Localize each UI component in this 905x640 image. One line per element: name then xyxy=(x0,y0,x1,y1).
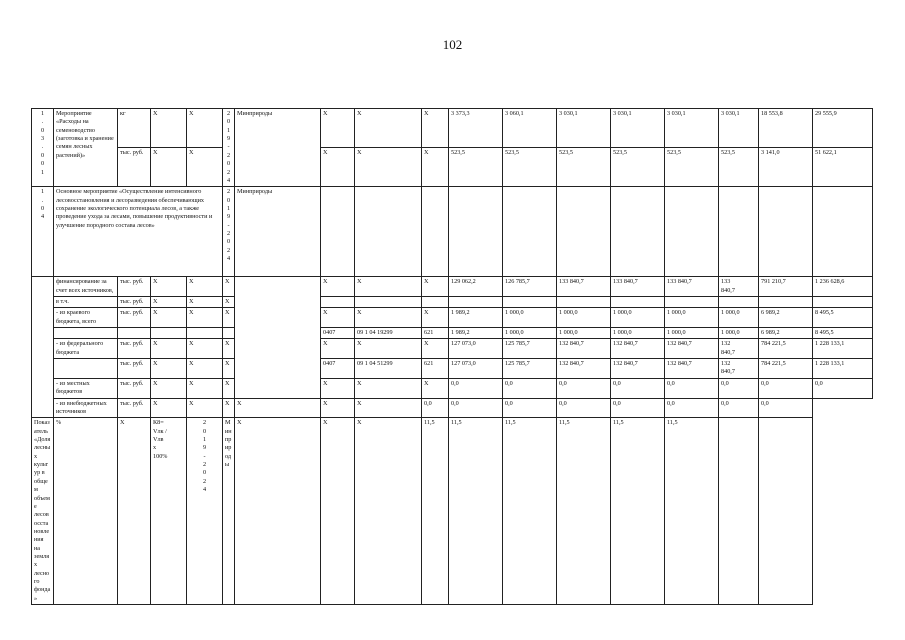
table-cell: 8 495,5 xyxy=(813,308,873,328)
table-row xyxy=(32,398,873,418)
table-cell: Х xyxy=(151,148,187,187)
table-cell: Х xyxy=(321,148,355,187)
table-cell: Х xyxy=(151,378,187,398)
table-cell xyxy=(223,328,235,339)
table-cell: Х xyxy=(187,148,223,187)
cell-char: 0 xyxy=(202,427,207,435)
table-cell xyxy=(235,277,321,398)
table-cell xyxy=(32,109,54,187)
cell-char: 1 xyxy=(40,110,45,117)
table-cell: 133 840,7 xyxy=(719,277,759,297)
table-cell: 132 840,7 xyxy=(557,339,611,359)
table-cell: 3 060,1 xyxy=(503,109,557,148)
table-cell: 3 141,0 xyxy=(759,148,813,187)
cell-char: 4 xyxy=(226,176,231,184)
table-cell: Х xyxy=(187,378,223,398)
cell-char: 9 xyxy=(226,135,231,143)
table-cell xyxy=(665,187,719,277)
table-cell: тыс. руб. xyxy=(118,378,151,398)
table-cell: Х xyxy=(355,308,422,328)
table-cell: Х xyxy=(118,418,151,605)
table-cell: 0,0 xyxy=(422,398,449,418)
cell-char: 1 xyxy=(40,188,45,196)
table-cell: Х xyxy=(223,308,235,328)
cell-char: . xyxy=(41,118,44,126)
table-cell: 11,5 xyxy=(449,418,503,605)
table-cell: 132 840,7 xyxy=(611,339,665,359)
table-cell: 125 785,7 xyxy=(503,359,557,379)
table-cell: Х xyxy=(422,148,449,187)
table-cell: 523,5 xyxy=(449,148,503,187)
cell-char: 0 xyxy=(226,196,231,204)
table-cell xyxy=(611,296,665,307)
cell-char: . xyxy=(41,196,44,204)
table-cell: Х xyxy=(355,378,422,398)
cell-char: 0 xyxy=(226,160,231,168)
table-cell: 791 210,7 xyxy=(759,277,813,297)
cell-char: 2 xyxy=(226,151,231,159)
table-cell xyxy=(719,296,759,307)
table-cell: 8 495,5 xyxy=(813,328,873,339)
table-cell: 6 989,2 xyxy=(759,328,813,339)
cell-char: 4 xyxy=(226,255,231,263)
cell-char: 9 xyxy=(226,213,231,221)
table-cell: Х xyxy=(187,109,223,148)
table-cell: 3 373,3 xyxy=(449,109,503,148)
table-cell: 3 030,1 xyxy=(611,109,665,148)
table-cell: тыс. руб. xyxy=(118,148,151,187)
table-cell: 1 000,0 xyxy=(503,328,557,339)
table-cell: 523,5 xyxy=(665,148,719,187)
table-cell: 1 989,2 xyxy=(449,328,503,339)
cell-char: 2 xyxy=(226,110,231,117)
table-cell: Х xyxy=(151,296,187,307)
table-cell: 0,0 xyxy=(759,398,813,418)
table-cell: 11,5 xyxy=(422,418,449,605)
table-cell: 3 030,1 xyxy=(719,109,759,148)
table-cell: 784 221,5 xyxy=(759,359,813,379)
table-cell: Х xyxy=(151,359,187,379)
table-cell: 523,5 xyxy=(719,148,759,187)
table-cell: 11,5 xyxy=(503,418,557,605)
table-cell: 132 840,7 xyxy=(665,339,719,359)
table-cell: 0,0 xyxy=(665,378,719,398)
table-cell: 1 000,0 xyxy=(611,308,665,328)
table-cell: Х xyxy=(422,277,449,297)
table-cell: 1 000,0 xyxy=(665,308,719,328)
table-cell: Х xyxy=(151,308,187,328)
table-cell: Показатель «Доля лесных культур в общем объеме лесовосстановления на землях лесного фонда» xyxy=(32,418,54,605)
cell-char: 0 xyxy=(226,118,231,126)
table-cell: - из федерального бюджета xyxy=(54,339,118,359)
table-cell: Х xyxy=(422,308,449,328)
table-cell: Х xyxy=(187,359,223,379)
table-cell: Х xyxy=(321,398,355,418)
table-cell: 0,0 xyxy=(813,378,873,398)
table-cell: - из краевого бюджета, всего xyxy=(54,308,118,328)
table-cell: Х xyxy=(187,308,223,328)
table-cell: Основное мероприятие «Осуществление интенсивного лесовосстановления и лесоразведения обеспечивающих сохранение экологического потенциала лесов, а также проведение ухода за лесами, повышение продуктивности и улучшение породного состава лесов» xyxy=(54,187,223,277)
table-cell: 0,0 xyxy=(449,398,503,418)
table-cell: 29 555,9 xyxy=(813,109,873,148)
table-cell: Х xyxy=(355,418,422,605)
table-cell: 523,5 xyxy=(503,148,557,187)
table-cell xyxy=(118,328,151,339)
table-row xyxy=(32,277,873,297)
cell-char: 2 xyxy=(202,461,207,469)
table-cell xyxy=(449,187,503,277)
table-cell: 784 221,5 xyxy=(759,339,813,359)
table-cell: Минприроды xyxy=(235,109,321,187)
table-cell: 0,0 xyxy=(665,398,719,418)
cell-char: 0 xyxy=(226,238,231,246)
table-cell: 132 840,7 xyxy=(719,359,759,379)
table-row xyxy=(32,109,873,148)
table-cell: Х xyxy=(321,109,355,148)
cell-char: 9 xyxy=(202,444,207,452)
table-cell: 0,0 xyxy=(557,398,611,418)
table-cell: тыс. руб. xyxy=(118,398,151,418)
table-cell: К8= Vлк / Vлв х 100% xyxy=(151,418,187,605)
table-cell: - из местных бюджетов xyxy=(54,378,118,398)
table-cell xyxy=(557,187,611,277)
table-cell: 621 xyxy=(422,328,449,339)
table-cell: тыс. руб. xyxy=(118,296,151,307)
table-cell: Х xyxy=(235,418,321,605)
table-cell: Х xyxy=(223,398,235,418)
table-cell xyxy=(223,109,235,187)
table-cell: 1 228 133,1 xyxy=(813,359,873,379)
cell-char: 4 xyxy=(40,213,45,221)
table-cell xyxy=(759,418,813,605)
cell-char: 0 xyxy=(40,204,45,212)
cell-char: - xyxy=(227,143,230,151)
table-cell: 6 989,2 xyxy=(759,308,813,328)
table-cell: 133 840,7 xyxy=(611,277,665,297)
table-row xyxy=(32,296,873,307)
table-cell: тыс. руб. xyxy=(118,308,151,328)
table-cell: 09 1 04 51299 xyxy=(355,359,422,379)
table-cell xyxy=(611,187,665,277)
cell-char: 2 xyxy=(226,188,231,196)
table-cell: 09 1 04 19299 xyxy=(355,328,422,339)
table-cell: 133 840,7 xyxy=(665,277,719,297)
table-cell: 18 553,8 xyxy=(759,109,813,148)
cell-char: 4 xyxy=(202,486,207,494)
table-cell xyxy=(665,296,719,307)
table-cell: тыс. руб. xyxy=(118,359,151,379)
table-cell: Х xyxy=(355,277,422,297)
table-cell: 0,0 xyxy=(719,378,759,398)
table-cell: 1 000,0 xyxy=(665,328,719,339)
table-cell: Х xyxy=(321,277,355,297)
table-cell: 11,5 xyxy=(665,418,719,605)
table-cell: 523,5 xyxy=(611,148,665,187)
table-cell: % xyxy=(54,418,118,605)
table-cell: 1 000,0 xyxy=(557,328,611,339)
cell-char: 0 xyxy=(40,151,45,159)
cell-char: 2 xyxy=(226,168,231,176)
table-cell: Х xyxy=(235,398,321,418)
table-cell xyxy=(449,296,503,307)
table-cell: 0,0 xyxy=(503,378,557,398)
table-row xyxy=(32,378,873,398)
table-cell: Х xyxy=(187,296,223,307)
table-cell xyxy=(719,418,759,605)
table-cell: Х xyxy=(151,277,187,297)
table-row xyxy=(32,328,873,339)
table-cell: 132 840,7 xyxy=(611,359,665,379)
table-cell xyxy=(503,296,557,307)
table-cell: Х xyxy=(187,398,223,418)
table-cell: Х xyxy=(223,359,235,379)
table-cell xyxy=(187,328,223,339)
table-row xyxy=(32,418,873,605)
table-cell: 0407 xyxy=(321,359,355,379)
table-cell: Х xyxy=(422,339,449,359)
table-cell: - из внебюджетных источников xyxy=(54,398,118,418)
cell-char: 0 xyxy=(40,126,45,134)
cell-char: 0 xyxy=(202,469,207,477)
cell-char: 1 xyxy=(226,204,231,212)
table-cell: Х xyxy=(151,109,187,148)
table-cell: Х xyxy=(223,277,235,297)
table-cell xyxy=(422,187,449,277)
table-cell: 11,5 xyxy=(611,418,665,605)
table-cell: 1 236 628,6 xyxy=(813,277,873,297)
table-cell: Минприроды xyxy=(223,418,235,605)
table-cell xyxy=(32,277,54,418)
table-cell: 3 030,1 xyxy=(557,109,611,148)
table-cell xyxy=(321,296,355,307)
table-cell: 1 000,0 xyxy=(611,328,665,339)
table-cell: 132 840,7 xyxy=(719,339,759,359)
table-cell: 127 073,0 xyxy=(449,359,503,379)
cell-char: 1 xyxy=(40,168,45,176)
table-cell: 127 073,0 xyxy=(449,339,503,359)
table-cell xyxy=(557,296,611,307)
table-cell xyxy=(32,187,54,277)
table-cell: 129 062,2 xyxy=(449,277,503,297)
table-cell: 523,5 xyxy=(557,148,611,187)
table-cell xyxy=(355,296,422,307)
table-cell: 0,0 xyxy=(557,378,611,398)
table-cell: 621 xyxy=(422,359,449,379)
table-cell: Х xyxy=(187,277,223,297)
cell-char: 2 xyxy=(226,230,231,238)
table-row xyxy=(32,339,873,359)
cell-char: - xyxy=(203,452,206,460)
cell-char: 2 xyxy=(202,477,207,485)
table-row xyxy=(32,308,873,328)
table-cell xyxy=(813,187,873,277)
cell-char: 1 xyxy=(202,435,207,443)
budget-table xyxy=(31,108,873,605)
cell-char: - xyxy=(227,221,230,229)
table-row xyxy=(32,359,873,379)
table-cell: Х xyxy=(223,296,235,307)
table-cell: Х xyxy=(321,308,355,328)
table-cell: 1 228 133,1 xyxy=(813,339,873,359)
table-cell: 51 622,1 xyxy=(813,148,873,187)
table-cell xyxy=(321,187,355,277)
table-cell: 1 000,0 xyxy=(719,328,759,339)
table-row xyxy=(32,148,873,187)
cell-char: 2 xyxy=(226,246,231,254)
table-cell: Мероприятие «Расходы на семеноводство (заготовка и хранение семян лесных растений)» xyxy=(54,109,118,187)
table-cell: Х xyxy=(355,109,422,148)
table-cell xyxy=(187,418,223,605)
table-cell: 1 000,0 xyxy=(557,308,611,328)
table-cell: 0,0 xyxy=(719,398,759,418)
table-cell: 133 840,7 xyxy=(557,277,611,297)
table-cell: кг xyxy=(118,109,151,148)
table-cell xyxy=(759,187,813,277)
table-cell: Х xyxy=(151,339,187,359)
table-cell: тыс. руб. xyxy=(118,277,151,297)
table-cell xyxy=(223,187,235,277)
table-cell: Х xyxy=(422,109,449,148)
table-cell: 0,0 xyxy=(503,398,557,418)
table-cell: 1 989,2 xyxy=(449,308,503,328)
table-cell: 1 000,0 xyxy=(503,308,557,328)
table-cell: 1 000,0 xyxy=(719,308,759,328)
table-cell: Х xyxy=(321,378,355,398)
table-cell: Х xyxy=(355,339,422,359)
table-cell: 3 030,1 xyxy=(665,109,719,148)
table-cell: 0,0 xyxy=(611,378,665,398)
table-cell xyxy=(151,328,187,339)
table-cell: Х xyxy=(422,378,449,398)
cell-char: 3 xyxy=(40,135,45,143)
page-number: 102 xyxy=(442,37,463,52)
table-cell: Х xyxy=(355,398,422,418)
table-cell: 132 840,7 xyxy=(557,359,611,379)
table-cell: 0,0 xyxy=(759,378,813,398)
table-cell: финансирование за счет всех источников, xyxy=(54,277,118,297)
table-cell xyxy=(54,359,118,379)
table-cell: Х xyxy=(355,148,422,187)
table-cell: 0407 xyxy=(321,328,355,339)
table-cell: Х xyxy=(223,378,235,398)
table-cell: 0,0 xyxy=(449,378,503,398)
table-cell: Х xyxy=(321,418,355,605)
cell-char: . xyxy=(41,143,44,151)
table-cell: 126 785,7 xyxy=(503,277,557,297)
table-cell xyxy=(355,187,422,277)
table-cell: 125 785,7 xyxy=(503,339,557,359)
table-cell: 132 840,7 xyxy=(665,359,719,379)
table-cell: Х xyxy=(151,398,187,418)
table-cell: тыс. руб. xyxy=(118,339,151,359)
table-cell xyxy=(719,187,759,277)
table-cell xyxy=(54,328,118,339)
cell-char: 1 xyxy=(226,126,231,134)
table-cell: в т.ч. xyxy=(54,296,118,307)
table-cell: 11,5 xyxy=(557,418,611,605)
table-cell: Х xyxy=(187,339,223,359)
cell-char: 0 xyxy=(40,160,45,168)
table-cell xyxy=(422,296,449,307)
table-cell: Х xyxy=(321,339,355,359)
table-cell: Х xyxy=(223,339,235,359)
table-row xyxy=(32,187,873,277)
table-cell: 0,0 xyxy=(611,398,665,418)
table-cell xyxy=(503,187,557,277)
cell-char: 2 xyxy=(202,419,207,427)
table-cell xyxy=(759,296,813,307)
table-cell: Минприроды xyxy=(235,187,321,277)
table-cell xyxy=(813,296,873,307)
